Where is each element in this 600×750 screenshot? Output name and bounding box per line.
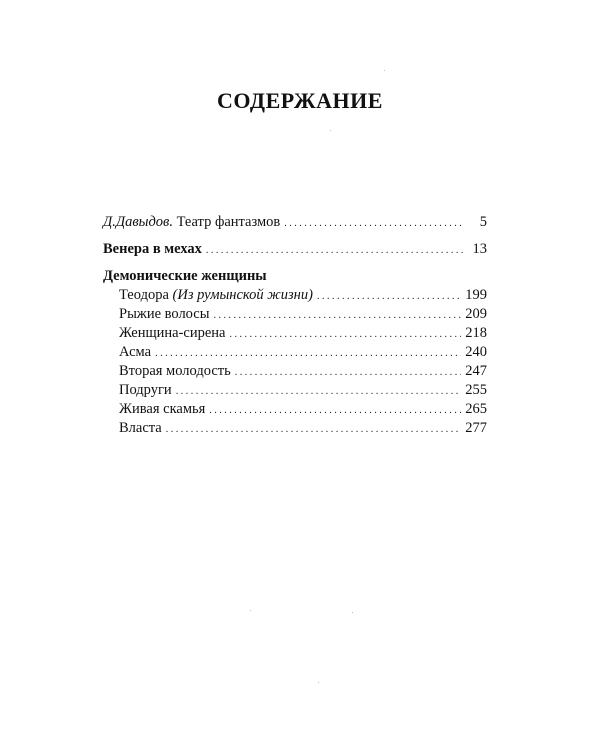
- toc-entry: [103, 362, 487, 381]
- toc-entry-page: 209: [465, 306, 487, 322]
- toc-entry: [103, 381, 487, 400]
- toc-entry-page: 5: [479, 214, 487, 230]
- paper-speck: [318, 682, 319, 683]
- toc-entry-page: 218: [465, 325, 487, 341]
- toc-entry-venus: [103, 240, 487, 259]
- toc-entry-title: Театр фантазмов: [176, 214, 281, 230]
- dot-leader: [176, 381, 462, 401]
- dot-leader: [284, 213, 465, 233]
- toc-entry-title: Вторая молодость: [119, 363, 231, 379]
- toc-entry-subtitle: (Из румынской жизни): [172, 287, 313, 303]
- dot-leader: [317, 286, 461, 306]
- paper-speck: [250, 610, 251, 611]
- dot-leader: [213, 305, 461, 325]
- toc-entry-title: Асма: [119, 344, 152, 360]
- dot-leader: [166, 419, 462, 439]
- toc-entry-title: Подруги: [119, 382, 172, 398]
- toc-entry-page: 265: [465, 401, 487, 417]
- dot-leader: [155, 343, 461, 363]
- toc-entry-page: 277: [465, 420, 487, 436]
- toc-entry-author: Д.Давыдов.: [103, 214, 173, 230]
- toc-entry-title: Рыжие волосы: [119, 306, 210, 322]
- dot-leader: [235, 362, 462, 382]
- table-of-contents: [103, 213, 487, 438]
- paper-speck: [384, 70, 385, 71]
- toc-entry-page: 199: [465, 287, 487, 303]
- toc-entry-page: 247: [465, 363, 487, 379]
- toc-entry: [103, 286, 487, 305]
- paper-speck: [352, 612, 353, 613]
- page-title: СОДЕРЖАНИЕ: [217, 88, 383, 113]
- paper-speck: [330, 130, 331, 131]
- toc-entry-title: Венера в мехах: [103, 241, 202, 257]
- section-heading: Демонические женщины: [103, 268, 267, 284]
- toc-entry-theatre: [103, 213, 487, 232]
- toc-entry-title: Женщина-сирена: [119, 325, 226, 341]
- toc-entry-page: 255: [465, 382, 487, 398]
- toc-entry: [103, 305, 487, 324]
- dot-leader: [229, 324, 461, 344]
- toc-entry: [103, 400, 487, 419]
- toc-entry: [103, 324, 487, 343]
- toc-entry-text: [103, 213, 280, 232]
- spacer: [103, 232, 487, 240]
- toc-entry-text: [119, 286, 313, 305]
- dot-leader: [206, 240, 465, 260]
- toc-entry: [103, 343, 487, 362]
- dot-leader: [209, 400, 461, 420]
- toc-entry-page: 13: [472, 241, 487, 257]
- toc-entry-title: Власта: [119, 420, 162, 436]
- spacer: [103, 259, 487, 267]
- toc-entry: [103, 419, 487, 438]
- toc-entry-title: Живая скамья: [119, 401, 206, 417]
- toc-entry-page: 240: [465, 344, 487, 360]
- toc-entry-title: Теодора: [119, 287, 169, 303]
